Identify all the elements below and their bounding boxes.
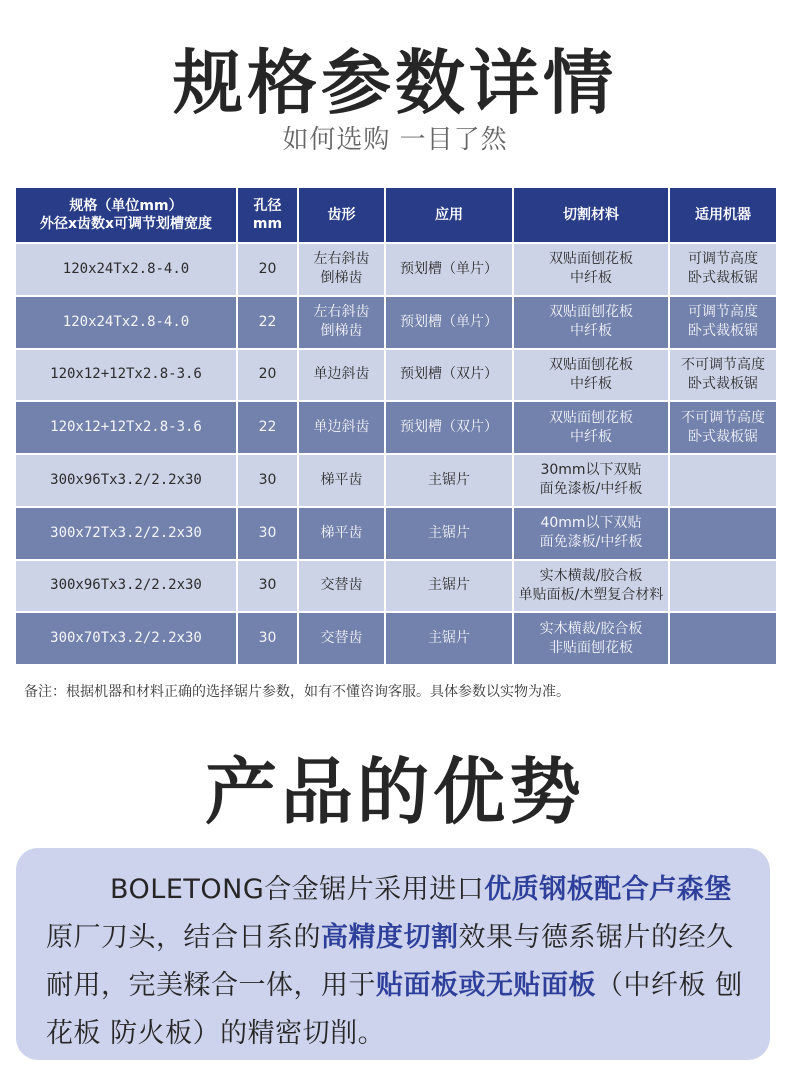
page-title: 规格参数详情 (173, 42, 617, 124)
cell-bore: 30 (237, 507, 298, 560)
cell-bore: 30 (237, 560, 298, 613)
cell-material-line-1: 双贴面刨花板 (549, 409, 633, 426)
cell-material (513, 401, 669, 454)
table-header-row (15, 187, 777, 243)
cell-machine-line-1: 可调节高度 (688, 304, 758, 321)
advantages-text-segment: （中纤板 刨花板 防火板）的精密切削。 (46, 970, 743, 1049)
table-footnote: 备注：根据机器和材料正确的选择锯片参数，如有不懂咨询客服。具体参数以实物为准。 (24, 684, 570, 700)
table-row (15, 243, 777, 296)
header-material (513, 187, 669, 243)
cell-use: 主锯片 (385, 507, 513, 560)
cell-machine-line-2: 卧式裁板锯 (688, 270, 758, 287)
cell-material (513, 560, 669, 613)
cell-tooth-line-1: 梯平齿 (320, 471, 363, 488)
cell-tooth (298, 401, 385, 454)
cell-material-line-2: 面免漆板/中纤板 (539, 534, 643, 551)
cell-tooth-line-1: 交替齿 (320, 630, 363, 647)
cell-machine-line-2: 卧式裁板锯 (688, 375, 758, 392)
advantages-paragraph (46, 866, 746, 1058)
cell-machine (669, 507, 777, 560)
cell-spec: 120x12+12Tx2.8-3.6 (15, 349, 237, 402)
table-row (15, 560, 777, 613)
cell-material-line-2: 中纤板 (570, 270, 612, 287)
cell-tooth (298, 507, 385, 560)
cell-material-line-1: 30mm以下双贴 (540, 462, 642, 479)
cell-use: 预划槽（双片） (385, 401, 513, 454)
cell-tooth-line-1: 单边斜齿 (313, 366, 370, 383)
header-bore (237, 187, 298, 243)
cell-bore: 20 (237, 243, 298, 296)
cell-material (513, 349, 669, 402)
cell-spec: 300x72Tx3.2/2.2x30 (15, 507, 237, 560)
cell-use: 预划槽（单片） (385, 243, 513, 296)
cell-machine (669, 560, 777, 613)
cell-machine-line-1: 不可调节高度 (681, 356, 765, 373)
cell-bore: 30 (237, 612, 298, 665)
header-spec (15, 187, 237, 243)
cell-tooth-line-2: 倒梯齿 (320, 323, 363, 340)
cell-material-line-2: 中纤板 (570, 428, 612, 445)
cell-tooth-line-1: 左右斜齿 (313, 304, 370, 321)
cell-material (513, 296, 669, 349)
cell-machine (669, 243, 777, 296)
spec-table (14, 186, 778, 666)
cell-bore: 22 (237, 296, 298, 349)
advantages-title: 产品的优势 (204, 750, 585, 834)
cell-tooth (298, 296, 385, 349)
cell-material-line-1: 双贴面刨花板 (549, 356, 633, 373)
cell-material-line-1: 40mm以下双贴 (540, 515, 642, 532)
advantages-text-segment: 效果与德系锯片的经久耐用，完美糅合一体，用于 (46, 922, 734, 1001)
cell-material (513, 454, 669, 507)
cell-bore: 22 (237, 401, 298, 454)
cell-tooth (298, 349, 385, 402)
cell-bore: 30 (237, 454, 298, 507)
cell-material-line-1: 双贴面刨花板 (549, 251, 633, 268)
header-use (385, 187, 513, 243)
advantages-text-segment: 原厂刀头，结合日系的 (46, 922, 321, 953)
cell-material-line-2: 中纤板 (570, 323, 612, 340)
cell-tooth-line-1: 交替齿 (320, 577, 363, 594)
cell-spec: 300x96Tx3.2/2.2x30 (15, 454, 237, 507)
header-bore-line-1: 孔径 (253, 198, 282, 214)
header-material-label: 切割材料 (563, 207, 619, 223)
header-spec-line-1: 规格（单位mm） (69, 198, 183, 214)
cell-use: 预划槽（单片） (385, 296, 513, 349)
cell-material-line-1: 实木横裁/胶合板 (539, 620, 643, 637)
table-row (15, 507, 777, 560)
cell-tooth (298, 243, 385, 296)
cell-use: 主锯片 (385, 454, 513, 507)
cell-tooth (298, 612, 385, 665)
header-spec-line-2: 外径x齿数x可调节划槽宽度 (39, 216, 213, 232)
cell-material-line-2: 面免漆板/中纤板 (539, 481, 643, 498)
cell-material-line-2: 单贴面板/木塑复合材料 (518, 586, 664, 603)
header-use-label: 应用 (435, 207, 463, 223)
cell-material-line-1: 双贴面刨花板 (549, 304, 633, 321)
cell-use: 预划槽（双片） (385, 349, 513, 402)
header-tooth-label: 齿形 (327, 207, 356, 223)
cell-machine (669, 401, 777, 454)
cell-spec: 120x24Tx2.8-4.0 (15, 296, 237, 349)
table-row (15, 296, 777, 349)
advantages-highlight-segment: 优质钢板配合卢森堡 (484, 874, 732, 905)
cell-bore: 20 (237, 349, 298, 402)
cell-machine (669, 612, 777, 665)
cell-tooth-line-1: 梯平齿 (320, 524, 363, 541)
advantages-highlight-segment: 贴面板或无贴面板 (376, 970, 596, 1001)
cell-use: 主锯片 (385, 612, 513, 665)
cell-tooth-line-1: 单边斜齿 (313, 419, 370, 436)
cell-material (513, 612, 669, 665)
cell-material-line-2: 中纤板 (570, 375, 612, 392)
cell-machine-line-2: 卧式裁板锯 (688, 428, 758, 445)
cell-spec: 120x24Tx2.8-4.0 (15, 243, 237, 296)
table-row (15, 612, 777, 665)
cell-spec: 120x12+12Tx2.8-3.6 (15, 401, 237, 454)
cell-material (513, 507, 669, 560)
cell-machine (669, 454, 777, 507)
cell-machine-line-2: 卧式裁板锯 (688, 323, 758, 340)
cell-tooth (298, 454, 385, 507)
header-bore-line-2: mm (252, 216, 283, 232)
cell-tooth-line-2: 倒梯齿 (320, 270, 363, 287)
advantages-text-segment: BOLETONG合金锯片采用进口 (110, 874, 485, 905)
page-subtitle: 如何选购 一目了然 (282, 125, 508, 155)
cell-tooth (298, 560, 385, 613)
cell-machine (669, 349, 777, 402)
header-machine (669, 187, 777, 243)
cell-machine-line-1: 可调节高度 (688, 251, 758, 268)
cell-spec: 300x70Tx3.2/2.2x30 (15, 612, 237, 665)
cell-machine-line-1: 不可调节高度 (681, 409, 765, 426)
advantages-box (16, 848, 770, 1060)
header-tooth (298, 187, 385, 243)
cell-tooth-line-1: 左右斜齿 (313, 251, 370, 268)
cell-machine (669, 296, 777, 349)
cell-spec: 300x96Tx3.2/2.2x30 (15, 560, 237, 613)
advantages-highlight-segment: 高精度切割 (321, 922, 459, 953)
table-row (15, 454, 777, 507)
cell-material-line-2: 非贴面刨花板 (549, 639, 633, 656)
cell-material-line-1: 实木横裁/胶合板 (539, 567, 643, 584)
header-machine-label: 适用机器 (695, 207, 751, 223)
cell-use: 主锯片 (385, 560, 513, 613)
table-row (15, 349, 777, 402)
table-row (15, 401, 777, 454)
cell-material (513, 243, 669, 296)
